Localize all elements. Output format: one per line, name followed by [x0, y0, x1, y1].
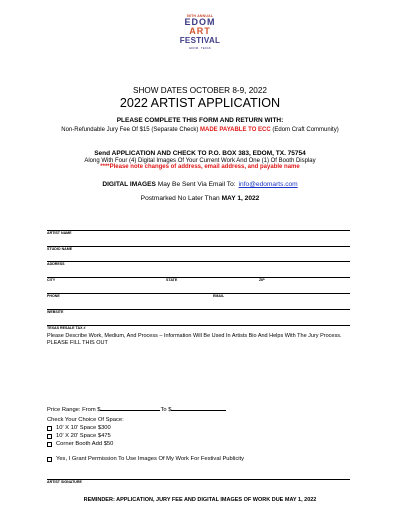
signature-field[interactable]: [47, 468, 350, 484]
studio-name-label: STUDIO NAME: [47, 247, 73, 251]
checkbox[interactable]: [47, 442, 52, 447]
checkbox[interactable]: [47, 457, 52, 462]
edom-art-festival-logo: [172, 14, 228, 76]
logo-edom: EDOM: [184, 17, 216, 27]
deadline-reminder: REMINDER: APPLICATION, JURY FEE AND DIGITAL IMAGES OF WORK DUE MAY 1, 2022: [83, 497, 317, 503]
signature-label: ARTIST SIGNATURE: [47, 480, 82, 484]
price-from-label: Price Range: From $: [47, 407, 101, 413]
checkbox[interactable]: [47, 426, 52, 431]
space-option-10x20[interactable]: [47, 433, 111, 439]
space-option-10x10[interactable]: [47, 425, 111, 431]
change-note: ****Please note changes of address, email address, and payable name: [100, 164, 300, 170]
jury-fee-text: [50, 126, 350, 134]
phone-label: PHONE: [47, 294, 60, 298]
permission-label: Yes, I Grant Permission To Use Images Of My Work For Festival Publicity: [56, 456, 245, 462]
option-label: Corner Booth Add $50: [56, 441, 114, 447]
price-from-input[interactable]: [100, 404, 160, 411]
logo-festival: FESTIVAL: [179, 36, 221, 45]
artist-name-label: ARTIST NAME: [47, 231, 72, 235]
state-label: STATE: [166, 278, 178, 282]
price-to-input[interactable]: [171, 404, 226, 411]
digital-images-line: [0, 181, 400, 188]
send-address: Send APPLICATION AND CHECK TO P.O. BOX 383, EDOM, TX. 75754: [94, 150, 306, 157]
zip-label: ZIP: [259, 278, 265, 282]
checkbox[interactable]: [47, 434, 52, 439]
space-option-corner[interactable]: [47, 441, 113, 447]
email-label: EMAIL: [213, 294, 225, 298]
postmark-deadline: [0, 195, 400, 202]
email-link[interactable]: info@edomarts.com: [238, 181, 298, 188]
fee-payable: MADE PAYABLE TO ECC: [200, 127, 271, 133]
page-title: 2022 ARTIST APPLICATION: [119, 96, 281, 110]
tax-label: TEXAS RESALE TAX #: [47, 326, 86, 330]
price-range: [47, 404, 226, 413]
logo-anniversary: 56TH ANNUAL: [186, 14, 214, 18]
price-to-label: To $: [160, 407, 172, 413]
tax-field[interactable]: [47, 314, 350, 330]
address-label: ADDRESS: [47, 262, 65, 266]
option-label: 10' X 20' Space $475: [56, 433, 111, 439]
city-state-zip-field[interactable]: [47, 266, 350, 282]
images-requirement: Along With Four (4) Digital Images Of Your Current Work And One (1) Of Booth Display: [84, 158, 316, 164]
logo-sub: EDOM · TEXAS: [189, 46, 211, 50]
digital-images-text: May Be Sent Via Email To:: [155, 181, 236, 188]
city-label: CITY: [47, 278, 56, 282]
permission-checkbox-row[interactable]: [47, 456, 244, 462]
phone-email-field[interactable]: [47, 282, 350, 298]
address-field[interactable]: [47, 250, 350, 266]
complete-instructions: PLEASE COMPLETE THIS FORM AND RETURN WITH:: [116, 117, 284, 124]
show-dates: SHOW DATES OCTOBER 8-9, 2022: [133, 86, 267, 95]
studio-name-field[interactable]: [47, 235, 350, 251]
website-field[interactable]: [47, 298, 350, 314]
postmark-text: Postmarked No Later Than: [140, 195, 222, 202]
fee-text-a: Non-Refundable Jury Fee Of $15 (Separate Check): [61, 127, 201, 133]
artist-name-field[interactable]: [47, 219, 350, 235]
website-label: WEBSITE: [47, 310, 64, 314]
space-choice-title: Check Your Choice Of Space:: [47, 417, 124, 423]
digital-images-label: DIGITAL IMAGES: [102, 181, 156, 188]
fee-text-b: (Edom Craft Community): [270, 127, 339, 133]
work-description-prompt: Please Describe Work, Medium, And Process – Information Will Be Used In Artists Bio And Helps With The Jury Process. PLEASE FILL THIS OUT: [47, 333, 342, 346]
option-label: 10' X 10' Space $300: [56, 425, 111, 431]
postmark-date: MAY 1, 2022: [221, 195, 260, 202]
logo-art: ART: [189, 26, 211, 36]
